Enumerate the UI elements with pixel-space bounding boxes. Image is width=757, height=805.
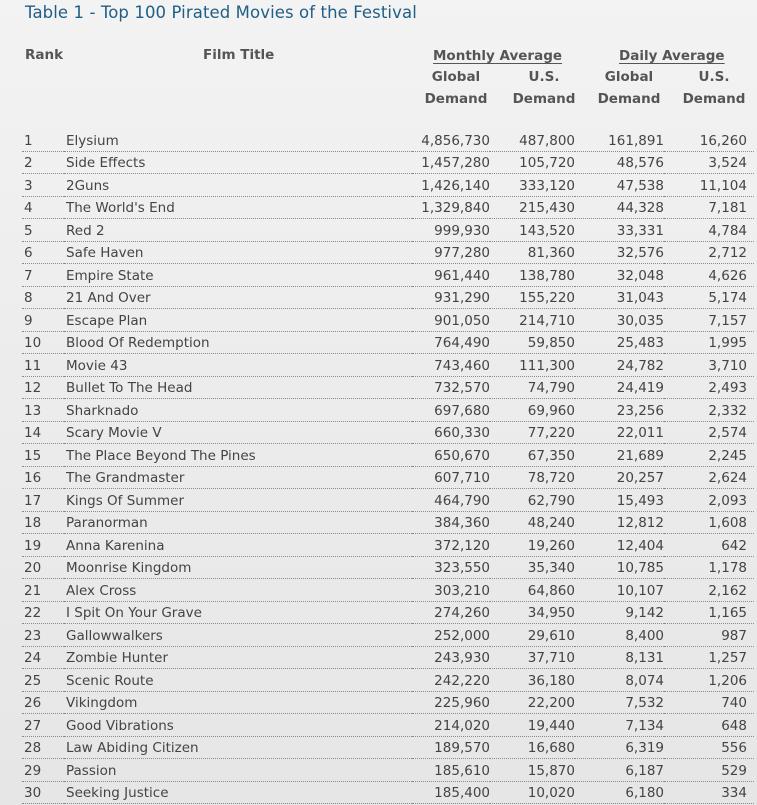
monthly-global-demand-cell: 1,457,280 bbox=[412, 151, 490, 174]
daily-us-demand-cell: 2,162 bbox=[664, 579, 754, 602]
film-title-cell: Blood Of Redemption bbox=[64, 331, 412, 354]
daily-us-demand-cell: 1,257 bbox=[664, 646, 754, 669]
daily-global-demand-cell: 8,074 bbox=[575, 669, 664, 692]
table-row bbox=[22, 331, 754, 354]
rank-cell: 27 bbox=[22, 714, 64, 737]
film-title-cell: Side Effects bbox=[64, 151, 412, 174]
daily-us-demand-cell: 1,165 bbox=[664, 601, 754, 624]
film-title-cell: Empire State bbox=[64, 264, 412, 287]
monthly-us-demand-cell: 78,720 bbox=[490, 466, 575, 489]
monthly-us-demand-cell: 34,950 bbox=[490, 601, 575, 624]
daily-global-demand-cell: 25,483 bbox=[575, 331, 664, 354]
monthly-global-demand-cell: 743,460 bbox=[412, 354, 490, 377]
daily-global-demand-cell: 47,538 bbox=[575, 174, 664, 197]
monthly-global-demand-cell: 4,856,730 bbox=[412, 129, 490, 151]
monthly-global-demand-cell: 185,400 bbox=[412, 781, 490, 804]
table-row bbox=[22, 489, 754, 512]
table-row bbox=[22, 534, 754, 557]
film-title-cell: Kings Of Summer bbox=[64, 489, 412, 512]
film-title-cell: Zombie Hunter bbox=[64, 646, 412, 669]
monthly-us-demand-cell: 19,440 bbox=[490, 714, 575, 737]
film-title-cell: Paranorman bbox=[64, 511, 412, 534]
daily-global-demand-cell: 10,107 bbox=[575, 579, 664, 602]
daily-us-demand-cell: 2,624 bbox=[664, 466, 754, 489]
daily-global-demand-cell: 12,404 bbox=[575, 534, 664, 557]
monthly-us-demand-cell: 105,720 bbox=[490, 151, 575, 174]
film-title-cell: Sharknado bbox=[64, 399, 412, 422]
daily-global-demand-cell: 48,576 bbox=[575, 151, 664, 174]
film-title-cell: The Grandmaster bbox=[64, 466, 412, 489]
monthly-us-header: U.S. bbox=[528, 69, 560, 85]
film-title-cell: Red 2 bbox=[64, 219, 412, 242]
monthly-global-demand-cell: 323,550 bbox=[412, 556, 490, 579]
daily-us-demand-cell: 1,608 bbox=[664, 511, 754, 534]
monthly-us-demand-header: Demand bbox=[512, 91, 576, 107]
daily-us-demand-cell: 5,174 bbox=[664, 286, 754, 309]
daily-us-demand-cell: 556 bbox=[664, 736, 754, 759]
monthly-global-demand-header: Demand bbox=[424, 91, 488, 107]
monthly-global-demand-cell: 732,570 bbox=[412, 376, 490, 399]
film-title-cell: Elysium bbox=[64, 129, 412, 151]
table-row bbox=[22, 129, 754, 151]
daily-global-demand-cell: 23,256 bbox=[575, 399, 664, 422]
monthly-global-demand-cell: 274,260 bbox=[412, 601, 490, 624]
monthly-global-demand-cell: 303,210 bbox=[412, 579, 490, 602]
daily-us-demand-cell: 7,181 bbox=[664, 196, 754, 219]
daily-global-demand-cell: 7,532 bbox=[575, 691, 664, 714]
monthly-global-demand-cell: 384,360 bbox=[412, 511, 490, 534]
film-title-cell: Gallowwalkers bbox=[64, 624, 412, 647]
daily-global-demand-header: Demand bbox=[597, 91, 661, 107]
table-row bbox=[22, 669, 754, 692]
daily-us-demand-cell: 2,712 bbox=[664, 241, 754, 264]
daily-us-demand-cell: 1,206 bbox=[664, 669, 754, 692]
monthly-us-demand-cell: 22,200 bbox=[490, 691, 575, 714]
rank-cell: 24 bbox=[22, 646, 64, 669]
daily-us-demand-cell: 2,245 bbox=[664, 444, 754, 467]
table-row bbox=[22, 444, 754, 467]
daily-global-demand-cell: 9,142 bbox=[575, 601, 664, 624]
rank-cell: 5 bbox=[22, 219, 64, 242]
daily-global-demand-cell: 6,187 bbox=[575, 759, 664, 782]
daily-global-demand-cell: 32,576 bbox=[575, 241, 664, 264]
monthly-us-demand-cell: 69,960 bbox=[490, 399, 575, 422]
monthly-us-demand-cell: 10,020 bbox=[490, 781, 575, 804]
daily-global-demand-cell: 15,493 bbox=[575, 489, 664, 512]
film-title-cell: Good Vibrations bbox=[64, 714, 412, 737]
daily-global-demand-cell: 12,812 bbox=[575, 511, 664, 534]
table-row bbox=[22, 511, 754, 534]
daily-us-header: U.S. bbox=[698, 69, 730, 85]
monthly-global-demand-cell: 901,050 bbox=[412, 309, 490, 332]
monthly-global-demand-cell: 650,670 bbox=[412, 444, 490, 467]
monthly-us-demand-cell: 19,260 bbox=[490, 534, 575, 557]
monthly-global-demand-cell: 464,790 bbox=[412, 489, 490, 512]
monthly-global-demand-cell: 242,220 bbox=[412, 669, 490, 692]
film-title-cell: 2Guns bbox=[64, 174, 412, 197]
daily-global-demand-cell: 21,689 bbox=[575, 444, 664, 467]
table-row bbox=[22, 579, 754, 602]
table-row bbox=[22, 556, 754, 579]
rank-cell: 15 bbox=[22, 444, 64, 467]
monthly-us-demand-cell: 48,240 bbox=[490, 511, 575, 534]
daily-global-demand-cell: 30,035 bbox=[575, 309, 664, 332]
rank-cell: 14 bbox=[22, 421, 64, 444]
monthly-average-header: Monthly Average bbox=[433, 48, 563, 64]
daily-global-demand-cell: 44,328 bbox=[575, 196, 664, 219]
table-row bbox=[22, 736, 754, 759]
rank-cell: 4 bbox=[22, 196, 64, 219]
pirated-movies-table bbox=[22, 129, 754, 804]
monthly-global-demand-cell: 999,930 bbox=[412, 219, 490, 242]
rank-cell: 30 bbox=[22, 781, 64, 804]
rank-cell: 21 bbox=[22, 579, 64, 602]
rank-cell: 10 bbox=[22, 331, 64, 354]
rank-cell: 11 bbox=[22, 354, 64, 377]
rank-cell: 12 bbox=[22, 376, 64, 399]
monthly-us-demand-cell: 36,180 bbox=[490, 669, 575, 692]
film-title-cell: Law Abiding Citizen bbox=[64, 736, 412, 759]
daily-global-demand-cell: 31,043 bbox=[575, 286, 664, 309]
monthly-us-demand-cell: 64,860 bbox=[490, 579, 575, 602]
monthly-global-demand-cell: 961,440 bbox=[412, 264, 490, 287]
rank-cell: 1 bbox=[22, 129, 64, 151]
film-title-cell: Seeking Justice bbox=[64, 781, 412, 804]
film-title-cell: Scary Movie V bbox=[64, 421, 412, 444]
monthly-us-demand-cell: 333,120 bbox=[490, 174, 575, 197]
table-row bbox=[22, 759, 754, 782]
daily-global-demand-cell: 20,257 bbox=[575, 466, 664, 489]
table-row bbox=[22, 646, 754, 669]
monthly-global-demand-cell: 607,710 bbox=[412, 466, 490, 489]
daily-us-demand-cell: 1,995 bbox=[664, 331, 754, 354]
monthly-us-demand-cell: 111,300 bbox=[490, 354, 575, 377]
daily-us-demand-cell: 7,157 bbox=[664, 309, 754, 332]
monthly-us-demand-cell: 62,790 bbox=[490, 489, 575, 512]
daily-global-demand-cell: 24,419 bbox=[575, 376, 664, 399]
rank-cell: 3 bbox=[22, 174, 64, 197]
rank-cell: 22 bbox=[22, 601, 64, 624]
table-row bbox=[22, 241, 754, 264]
film-title-cell: Moonrise Kingdom bbox=[64, 556, 412, 579]
monthly-us-demand-cell: 35,340 bbox=[490, 556, 575, 579]
daily-us-demand-header: Demand bbox=[682, 91, 746, 107]
rank-cell: 8 bbox=[22, 286, 64, 309]
film-title-cell: Escape Plan bbox=[64, 309, 412, 332]
table-row bbox=[22, 151, 754, 174]
film-title-cell: Alex Cross bbox=[64, 579, 412, 602]
film-title-cell: Anna Karenina bbox=[64, 534, 412, 557]
daily-us-demand-cell: 740 bbox=[664, 691, 754, 714]
table-row bbox=[22, 601, 754, 624]
table-row bbox=[22, 624, 754, 647]
rank-cell: 23 bbox=[22, 624, 64, 647]
daily-average-header: Daily Average bbox=[619, 48, 725, 64]
table-row bbox=[22, 376, 754, 399]
table-row bbox=[22, 466, 754, 489]
table-row bbox=[22, 354, 754, 377]
table-row bbox=[22, 399, 754, 422]
daily-us-demand-cell: 4,626 bbox=[664, 264, 754, 287]
daily-global-demand-cell: 22,011 bbox=[575, 421, 664, 444]
monthly-us-demand-cell: 16,680 bbox=[490, 736, 575, 759]
daily-us-demand-cell: 11,104 bbox=[664, 174, 754, 197]
daily-us-demand-cell: 2,574 bbox=[664, 421, 754, 444]
daily-global-header: Global bbox=[604, 69, 654, 85]
monthly-us-demand-cell: 15,870 bbox=[490, 759, 575, 782]
monthly-us-demand-cell: 215,430 bbox=[490, 196, 575, 219]
table-row bbox=[22, 196, 754, 219]
daily-global-demand-cell: 8,131 bbox=[575, 646, 664, 669]
monthly-global-demand-cell: 225,960 bbox=[412, 691, 490, 714]
film-title-cell: The Place Beyond The Pines bbox=[64, 444, 412, 467]
monthly-us-demand-cell: 77,220 bbox=[490, 421, 575, 444]
daily-us-demand-cell: 3,710 bbox=[664, 354, 754, 377]
rank-cell: 17 bbox=[22, 489, 64, 512]
daily-global-demand-cell: 7,134 bbox=[575, 714, 664, 737]
monthly-global-demand-cell: 214,020 bbox=[412, 714, 490, 737]
monthly-us-demand-cell: 155,220 bbox=[490, 286, 575, 309]
rank-header: Rank bbox=[25, 47, 64, 63]
film-title-cell: The World's End bbox=[64, 196, 412, 219]
rank-cell: 26 bbox=[22, 691, 64, 714]
film-title-cell: Safe Haven bbox=[64, 241, 412, 264]
table-row bbox=[22, 219, 754, 242]
monthly-us-demand-cell: 81,360 bbox=[490, 241, 575, 264]
daily-global-demand-cell: 8,400 bbox=[575, 624, 664, 647]
rank-cell: 20 bbox=[22, 556, 64, 579]
rank-cell: 6 bbox=[22, 241, 64, 264]
monthly-global-demand-cell: 243,930 bbox=[412, 646, 490, 669]
monthly-us-demand-cell: 59,850 bbox=[490, 331, 575, 354]
daily-us-demand-cell: 4,784 bbox=[664, 219, 754, 242]
table-row bbox=[22, 309, 754, 332]
monthly-global-demand-cell: 189,570 bbox=[412, 736, 490, 759]
daily-us-demand-cell: 334 bbox=[664, 781, 754, 804]
rank-cell: 19 bbox=[22, 534, 64, 557]
film-title-header: Film Title bbox=[203, 47, 275, 63]
monthly-global-demand-cell: 1,329,840 bbox=[412, 196, 490, 219]
daily-us-demand-cell: 3,524 bbox=[664, 151, 754, 174]
daily-us-demand-cell: 2,493 bbox=[664, 376, 754, 399]
table-row bbox=[22, 691, 754, 714]
monthly-global-demand-cell: 697,680 bbox=[412, 399, 490, 422]
daily-us-demand-cell: 987 bbox=[664, 624, 754, 647]
table-title: Table 1 - Top 100 Pirated Movies of the Festival bbox=[25, 3, 417, 22]
monthly-global-demand-cell: 660,330 bbox=[412, 421, 490, 444]
rank-cell: 25 bbox=[22, 669, 64, 692]
rank-cell: 28 bbox=[22, 736, 64, 759]
film-title-cell: Movie 43 bbox=[64, 354, 412, 377]
table-row bbox=[22, 781, 754, 804]
monthly-global-demand-cell: 931,290 bbox=[412, 286, 490, 309]
rank-cell: 13 bbox=[22, 399, 64, 422]
film-title-cell: Scenic Route bbox=[64, 669, 412, 692]
daily-global-demand-cell: 10,785 bbox=[575, 556, 664, 579]
rank-cell: 18 bbox=[22, 511, 64, 534]
monthly-global-demand-cell: 977,280 bbox=[412, 241, 490, 264]
film-title-cell: 21 And Over bbox=[64, 286, 412, 309]
monthly-us-demand-cell: 143,520 bbox=[490, 219, 575, 242]
monthly-us-demand-cell: 37,710 bbox=[490, 646, 575, 669]
film-title-cell: Bullet To The Head bbox=[64, 376, 412, 399]
monthly-global-demand-cell: 185,610 bbox=[412, 759, 490, 782]
daily-us-demand-cell: 2,093 bbox=[664, 489, 754, 512]
daily-global-demand-cell: 6,180 bbox=[575, 781, 664, 804]
daily-us-demand-cell: 2,332 bbox=[664, 399, 754, 422]
monthly-us-demand-cell: 487,800 bbox=[490, 129, 575, 151]
monthly-global-header: Global bbox=[431, 69, 481, 85]
table-row bbox=[22, 174, 754, 197]
table-row bbox=[22, 714, 754, 737]
daily-global-demand-cell: 32,048 bbox=[575, 264, 664, 287]
monthly-us-demand-cell: 138,780 bbox=[490, 264, 575, 287]
film-title-cell: Vikingdom bbox=[64, 691, 412, 714]
table-row bbox=[22, 421, 754, 444]
monthly-us-demand-cell: 74,790 bbox=[490, 376, 575, 399]
daily-global-demand-cell: 6,319 bbox=[575, 736, 664, 759]
monthly-us-demand-cell: 67,350 bbox=[490, 444, 575, 467]
film-title-cell: Passion bbox=[64, 759, 412, 782]
daily-us-demand-cell: 642 bbox=[664, 534, 754, 557]
daily-global-demand-cell: 33,331 bbox=[575, 219, 664, 242]
daily-us-demand-cell: 16,260 bbox=[664, 129, 754, 151]
monthly-global-demand-cell: 1,426,140 bbox=[412, 174, 490, 197]
monthly-us-demand-cell: 29,610 bbox=[490, 624, 575, 647]
monthly-global-demand-cell: 252,000 bbox=[412, 624, 490, 647]
daily-us-demand-cell: 1,178 bbox=[664, 556, 754, 579]
daily-us-demand-cell: 648 bbox=[664, 714, 754, 737]
daily-us-demand-cell: 529 bbox=[664, 759, 754, 782]
daily-global-demand-cell: 24,782 bbox=[575, 354, 664, 377]
rank-cell: 29 bbox=[22, 759, 64, 782]
film-title-cell: I Spit On Your Grave bbox=[64, 601, 412, 624]
monthly-global-demand-cell: 764,490 bbox=[412, 331, 490, 354]
rank-cell: 7 bbox=[22, 264, 64, 287]
daily-global-demand-cell: 161,891 bbox=[575, 129, 664, 151]
monthly-us-demand-cell: 214,710 bbox=[490, 309, 575, 332]
monthly-global-demand-cell: 372,120 bbox=[412, 534, 490, 557]
table-row bbox=[22, 286, 754, 309]
rank-cell: 9 bbox=[22, 309, 64, 332]
rank-cell: 16 bbox=[22, 466, 64, 489]
table-row bbox=[22, 264, 754, 287]
rank-cell: 2 bbox=[22, 151, 64, 174]
